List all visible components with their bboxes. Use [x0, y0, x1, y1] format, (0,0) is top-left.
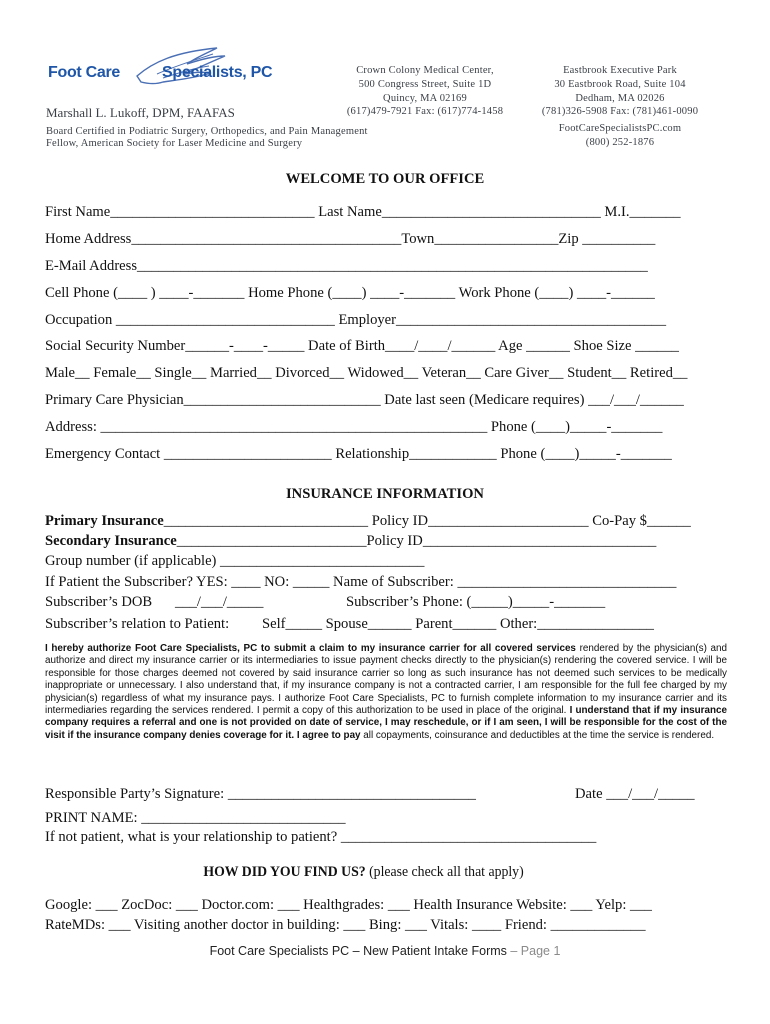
row-emergency-contact: Emergency Contact _______________________ Relationship____________ Phone (____)_____-_______	[45, 446, 672, 462]
office-dedham-line-4: (781)326-5908 Fax: (781)461-0090	[541, 106, 699, 118]
authorization-bold-1: I hereby authorize Foot Care Specialists, PC to submit a claim to my insurance carrier for all covered services	[45, 643, 576, 654]
office-quincy-line-4: (617)479-7921 Fax: (617)774-1458	[346, 106, 504, 118]
insurance-title: INSURANCE INFORMATION	[286, 486, 484, 502]
row-ssn-dob: Social Security Number______-____-_____ Date of Birth____/____/______ Age ______ Shoe Size ______	[45, 338, 679, 354]
office-dedham-line-1: Eastbrook Executive Park	[563, 65, 677, 76]
logo-text-left: Foot Care	[48, 64, 120, 81]
authorization-bold-2: I understand that if my insurance company requires a referral and one is not provided on date of service, I may reschedule, or if I am seen, I will be responsible for the cost of the visit if the insurance company denies coverage for it. I agree to pay	[45, 705, 727, 741]
website: FootCareSpecialistsPC.com	[558, 123, 682, 135]
logo	[45, 44, 280, 94]
row-subscriber-dob-value: ___/___/_____	[175, 594, 264, 610]
authorization-text-2: all copayments, coinsurance and deductibles at the time the service is rendered.	[360, 729, 715, 741]
found-us-title	[0, 864, 727, 881]
toll-free-phone: (800) 252-1876	[585, 136, 655, 148]
row-phones: Cell Phone (____ ) ____-_______ Home Phone (____) ____-_______ Work Phone (____) ____-______	[45, 285, 655, 301]
found-us-line-1: Google: ___ ZocDoc: ___ Doctor.com: ___ Healthgrades: ___ Health Insurance Website: ___ Yelp: ___	[45, 897, 652, 913]
primary-insurance-label: Primary Insurance	[45, 513, 164, 529]
row-email: E-Mail Address______________________________________________________________________	[45, 258, 648, 274]
footer-text: Foot Care Specialists PC – New Patient Intake Forms	[209, 944, 507, 958]
signature-date: Date ___/___/_____	[575, 786, 695, 802]
row-primary-insurance	[45, 513, 691, 530]
secondary-insurance-fields: __________________________Policy ID________________________________	[176, 533, 657, 549]
office-quincy-line-3: Quincy, MA 02169	[383, 92, 467, 104]
row-secondary-insurance	[45, 533, 656, 550]
welcome-title: WELCOME TO OUR OFFICE	[285, 171, 485, 187]
office-dedham	[520, 64, 720, 150]
row-home-address: Home Address_____________________________________Town_________________Zip __________	[45, 231, 656, 247]
authorization-text-1: rendered by the physician(s) and authorize and direct my insurance carrier or its intermediaries to issue payment checks directly to the physician(s) rendering the covered service. I will be responsible for those charges deemed not covered by said insurance carrier so long as such insurance has not deemed such services to be medically inappropriate or unnecessary. I also understand that, if my insurance company is not a contracted carrier, I am responsible for the full fee charged by my physician(s) regardless of what my insurance pays. I authorize Foot Care Specialists, PC to furnish complete information to my insurance carrier and its intermediaries regarding the services rendered. I permit a copy of this authorization to be used in place of the original.	[45, 643, 727, 717]
row-subscriber-relation-options: Self_____ Spouse______ Parent______ Other:________________	[262, 616, 654, 632]
authorization-paragraph	[45, 643, 727, 742]
found-us-line-2: RateMDs: ___ Visiting another doctor in building: ___ Bing: ___ Vitals: ____ Friend: _____________	[45, 917, 646, 933]
primary-insurance-fields: ____________________________ Policy ID______________________ Co-Pay $______	[163, 513, 691, 529]
row-name: First Name____________________________ Last Name______________________________ M.I._______	[45, 204, 681, 220]
board-line-2: Fellow, American Society for Laser Medicine and Surgery	[46, 138, 303, 149]
signature-line: Responsible Party’s Signature: __________________________________	[45, 786, 476, 802]
row-subscriber-relation-label: Subscriber’s relation to Patient:	[45, 616, 230, 632]
row-status: Male__ Female__ Single__ Married__ Divorced__ Widowed__ Veteran__ Care Giver__ Student__ Retired__	[45, 365, 688, 381]
office-quincy-line-1: Crown Colony Medical Center,	[356, 65, 494, 76]
row-subscriber: If Patient the Subscriber? YES: ____ NO: _____ Name of Subscriber: ______________________________	[45, 574, 677, 590]
doctor-name: Marshall L. Lukoff, DPM, FAAFAS	[46, 105, 235, 120]
page-footer	[0, 944, 770, 958]
row-occupation: Occupation ______________________________ Employer_____________________________________	[45, 312, 667, 328]
office-dedham-line-2: 30 Eastbrook Road, Suite 104	[554, 78, 686, 90]
office-quincy	[340, 64, 510, 119]
logo-text-right: Specialists, PC	[162, 64, 273, 81]
row-physician: Primary Care Physician___________________________ Date last seen (Medicare requires) ___/___/______	[45, 392, 684, 408]
board-line-1: Board Certified in Podiatric Surgery, Orthopedics, and Pain Management	[46, 126, 368, 137]
found-us-title-rest: (please check all that apply)	[365, 864, 524, 880]
row-subscriber-dob-label: Subscriber’s DOB	[45, 594, 153, 610]
office-quincy-line-2: 500 Congress Street, Suite 1D	[358, 78, 492, 90]
office-dedham-line-3: Dedham, MA 02026	[575, 92, 665, 104]
row-subscriber-phone: Subscriber’s Phone: (_____)_____-_______	[346, 594, 606, 610]
relationship-line: If not patient, what is your relationship to patient? ___________________________________	[45, 829, 597, 845]
print-name-line: PRINT NAME: ____________________________	[45, 810, 346, 826]
row-group-number: Group number (if applicable) ____________________________	[45, 553, 425, 569]
found-us-title-bold: HOW DID YOU FIND US?	[203, 864, 366, 880]
secondary-insurance-label: Secondary Insurance	[45, 533, 177, 549]
footer-page-number: – Page 1	[506, 944, 561, 958]
row-physician-address: Address: _____________________________________________________ Phone (____)_____-_______	[45, 419, 663, 435]
